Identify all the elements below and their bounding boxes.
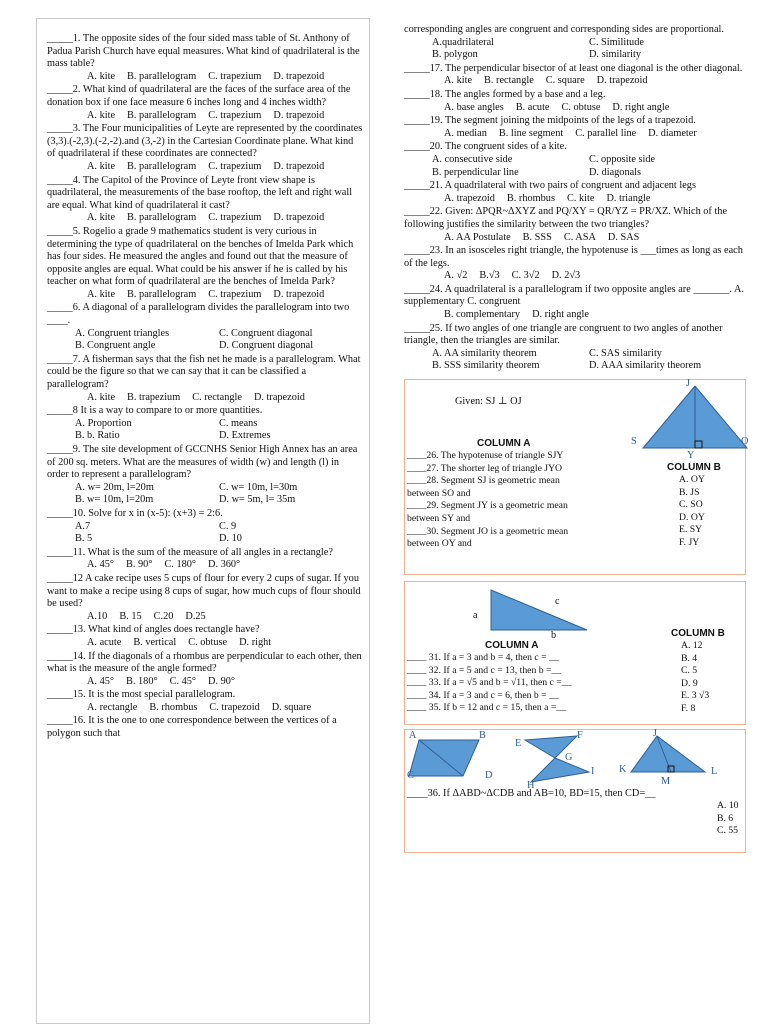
choice: A.7 [75, 520, 91, 532]
question-item [47, 354, 363, 404]
choice: A. consecutive side [432, 153, 513, 165]
choice: D. w= 5m, l= 35m [219, 494, 296, 506]
figure-label: M [661, 776, 671, 788]
column-b-answer: E. 3 √3 [681, 690, 710, 702]
right-questions [404, 24, 746, 373]
question-item [404, 141, 746, 179]
column-a-item: ____28. Segment SJ is geometric mean between SO and [407, 475, 560, 499]
choice: B. rectangle [484, 75, 534, 87]
question-text: _____20. The congruent sides of a kite. [404, 141, 567, 153]
answer-choice: C. 55 [717, 825, 738, 837]
choice: D. trapezoid [596, 75, 648, 87]
choice-row [404, 193, 746, 206]
choice-row [404, 128, 746, 141]
choice: A. kite [87, 160, 116, 172]
question-item [47, 508, 363, 546]
question-text: _____3. The Four municipalities of Leyte are represented by the coordinates (3,3).(-2,3).(-2,-2).and (3,-2) in the Cartesian Coordinate plane. What kind of quadrilateral if these coordinates are connected? [47, 123, 363, 160]
question-text: _____13. What kind of angles does rectangle have? [47, 624, 260, 636]
choice: C. trapezium [208, 288, 262, 300]
question-item [47, 405, 363, 443]
choice: A. median [444, 127, 487, 139]
choice: D. 90° [208, 675, 236, 687]
choice: C.20 [153, 610, 174, 622]
column-b-answer: E. SY [679, 524, 703, 536]
answer-choice: A. 10 [717, 800, 739, 812]
column-a-item: ____ 32. If a = 5 and c = 13, then b =__ [407, 664, 562, 676]
given-statement: Given: SJ ⊥ OJ [455, 396, 522, 408]
choice-row [47, 676, 363, 689]
choice-row [47, 212, 363, 225]
question-text: _____17. The perpendicular bisector of at least one diagonal is the other diagonal. [404, 62, 743, 74]
choice: C. square [545, 75, 585, 87]
column-a-items-2 [407, 652, 667, 715]
choice: A. kite [444, 75, 473, 87]
figure-box-similar [404, 729, 746, 853]
choice: D. right angle [612, 101, 670, 113]
choice-row [47, 611, 363, 624]
choice: D. 10 [219, 533, 242, 545]
column-b-answer: C. 5 [681, 665, 698, 677]
column-a-header: COLUMN A [477, 438, 531, 450]
choice: D. trapezoid [273, 160, 325, 172]
choice: B. 180° [126, 675, 158, 687]
question-text: _____21. A quadrilateral with two pairs of congruent and adjacent legs [404, 180, 696, 192]
choice: C. trapezium [208, 160, 262, 172]
choice: C. opposite side [589, 153, 656, 165]
question-text: _____4. The Capitol of the Province of Leyte front view shape is quadrilateral, the measurements of the base rooftop, the left and right wall are equal. What kind of quadrilateral it cast? [47, 174, 353, 211]
choice: B. 90° [126, 559, 153, 571]
figure-label: A [409, 730, 417, 742]
choice: D. trapezoid [273, 212, 325, 224]
question-text: _____14. If the diagonals of a rhombus are perpendicular to each other, then what is the measure of the angle formed? [47, 650, 362, 675]
column-a-header-2: COLUMN A [485, 640, 539, 652]
figure-label: C [407, 770, 414, 782]
column-b-answers-2 [681, 640, 709, 716]
left-column [36, 18, 370, 1024]
question-item [47, 624, 363, 649]
choice: A.10 [87, 610, 108, 622]
question-text: _____15. It is the most special parallelogram. [47, 689, 236, 701]
choice: D.25 [185, 610, 206, 622]
choice: B. acute [515, 101, 550, 113]
choice: C. 9 [219, 520, 237, 532]
choice-row [404, 270, 746, 283]
choice: D. trapezoid [273, 288, 325, 300]
choice: D. trapezoid [273, 109, 325, 121]
question-item [47, 84, 363, 122]
choice: D. trapezoid [253, 391, 305, 403]
question-text: _____5. Rogelio a grade 9 mathematics student is very curious in determining the type of quadrilateral on the benches of Imelda Park which has four sides. He measured the angles and found out that the measure of opposite angles are equal. What could be his answer if he is called by his teacher on what form of quadrilateral are the benches of Imelda Park? [47, 225, 354, 288]
figure-label: H [527, 780, 535, 792]
question-item [47, 175, 363, 225]
choice-row [404, 232, 746, 245]
question-36-answers [717, 800, 739, 838]
choice: A.quadrilateral [432, 36, 495, 48]
right-column [400, 24, 750, 1030]
question-text: _____16. It is the one to one correspondence between the vertices of a polygon such that [47, 715, 337, 740]
choice: C. trapezoid [209, 701, 260, 713]
choice: A. trapezoid [444, 192, 495, 204]
choice: D. right [239, 636, 272, 648]
question-item [47, 123, 363, 173]
question-item [404, 180, 746, 205]
choice-grid [404, 348, 746, 373]
choice: B. SSS [522, 231, 552, 243]
choice: B. b. Ratio [75, 430, 120, 442]
answer-choice: B. 6 [717, 812, 734, 824]
question-item [47, 547, 363, 572]
choice: A. kite [87, 109, 116, 121]
figure-label: L [711, 766, 718, 778]
label-c: c [555, 596, 560, 608]
question-item [404, 115, 746, 140]
question-item [404, 284, 746, 322]
question-item [404, 89, 746, 114]
choice-grid [47, 482, 363, 507]
question-text: _____2. What kind of quadrilateral are the faces of the surface area of the donation box if one face measure 6 inches long and 4 inches width? [47, 84, 351, 108]
choice: B. complementary [444, 309, 521, 321]
column-a-item: ____ 33. If a = √5 and b = √11, then c =__ [407, 677, 572, 689]
choice: B. perpendicular line [432, 166, 519, 178]
question-item [404, 63, 746, 88]
question-text: _____6. A diagonal of a parallelogram divides the parallelogram into two ____. [47, 302, 350, 327]
question-text: _____11. What is the sum of the measure of all angles in a rectangle? [47, 546, 333, 558]
choice: A. AA Postulate [444, 231, 511, 243]
choice: D. 360° [208, 559, 241, 571]
choice: A. rectangle [87, 701, 138, 713]
choice: C. trapezium [208, 212, 262, 224]
choice: D. Congruent diagonal [219, 340, 314, 352]
choice: C. trapezium [208, 109, 262, 121]
question-item [404, 323, 746, 373]
figure-label: D [485, 770, 493, 782]
column-b-answer: C. SO [679, 499, 703, 511]
choice: C. 45° [169, 675, 197, 687]
question-item [47, 302, 363, 352]
choice-grid [47, 418, 363, 443]
choice: A. base angles [444, 101, 504, 113]
choice: D. SAS [607, 231, 640, 243]
right-triangle-abc-figure [483, 586, 593, 634]
choice: C. rectangle [192, 391, 242, 403]
choice: B. w= 10m, l=20m [75, 494, 154, 506]
choice: A. kite [87, 288, 116, 300]
figure-label: B [479, 730, 486, 742]
column-b-answer: F. 8 [681, 703, 696, 714]
choice: A. kite [87, 391, 116, 403]
column-a-items [407, 450, 592, 551]
choice: B. parallelogram [127, 212, 197, 224]
choice: D. square [271, 701, 312, 713]
choice-grid [404, 154, 746, 179]
choice: D. trapezoid [273, 70, 325, 82]
question-text: _____10. Solve for x in (x-5): (x+3) = 2:6. [47, 507, 223, 519]
column-b-answer: D. OY [679, 511, 705, 523]
choice: C. obtuse [561, 101, 601, 113]
choice: C. means [219, 417, 258, 429]
choice: B. 15 [119, 610, 142, 622]
choice-row [47, 161, 363, 174]
choice: C. SAS similarity [589, 347, 662, 359]
question-item [47, 444, 363, 507]
question-item [47, 689, 363, 714]
column-a-item: ____26. The hypotenuse of triangle SJY [407, 450, 564, 462]
question-text: corresponding angles are congruent and corresponding sides are proportional. [404, 24, 724, 35]
choice-row [47, 637, 363, 650]
label-j: J [686, 378, 691, 390]
choice: B. trapezium [127, 391, 181, 403]
question-text: _____7. A fisherman says that the fish net he made is a parallelogram. What could be the figure so that we can say that it can be classified a parallelogram? [47, 353, 361, 391]
question-text: _____9. The site development of GCCNHS Senior High Annex has an area of 200 sq. meters. What are the measures of width (w) and length (l) in order to represent a parallelogram? [47, 444, 358, 481]
choice-row [47, 702, 363, 715]
column-b-answer: D. 9 [681, 677, 698, 689]
column-a-item: ____ 31. If a = 3 and b = 4, then c = __ [407, 652, 559, 664]
question-item [47, 573, 363, 623]
figure-label: K [619, 764, 627, 776]
column-a-item: ____ 34. If a = 3 and c = 6, then b = __ [407, 689, 559, 701]
choice-row [47, 392, 363, 405]
choice-row [47, 289, 363, 302]
choice: B. polygon [432, 49, 478, 61]
column-b-answers [679, 474, 705, 550]
choice-row [47, 71, 363, 84]
choice: A. Congruent triangles [75, 327, 170, 339]
question-text: _____8 It is a way to compare to or more quantities. [47, 405, 263, 417]
choice-row [404, 309, 746, 322]
question-text: _____25. If two angles of one triangle are congruent to two angles of another triangle, then the triangles are similar. [404, 322, 723, 347]
column-a-item: ____ 35. If b = 12 and c = 15, then a =__ [407, 702, 566, 714]
choice: B. 5 [75, 533, 93, 545]
column-b-answer: B. 4 [681, 652, 698, 664]
choice: C. trapezium [208, 70, 262, 82]
triangle-sjo-figure [625, 380, 755, 460]
choice-row [404, 102, 746, 115]
label-s: S [631, 436, 637, 448]
choice: C. ASA [563, 231, 596, 243]
choice: D. AAA similarity theorem [589, 360, 702, 372]
question-item [47, 651, 363, 689]
column-b-answer: A. 12 [681, 640, 703, 652]
choice: C. w= 10m, l=30m [219, 481, 298, 493]
figure-label: J [653, 728, 658, 740]
question-item [47, 33, 363, 83]
column-b-answer: A. OY [679, 474, 705, 486]
question-36: ____36. If ΔABD~ΔCDB and AB=10, BD=15, then CD=__ [407, 788, 656, 800]
choice: C. 180° [164, 559, 197, 571]
choice: B. parallelogram [127, 288, 197, 300]
choice: A. kite [87, 70, 116, 82]
choice: A. 45° [87, 675, 114, 687]
question-item [404, 24, 746, 62]
choice: B. parallelogram [127, 70, 197, 82]
choice-grid [47, 328, 363, 353]
choice: B. rhombus [149, 701, 198, 713]
question-item [404, 206, 746, 244]
column-b-answer: F. JY [679, 537, 700, 548]
choice: C. Congruent diagonal [219, 327, 313, 339]
column-b-header-2: COLUMN B [671, 628, 725, 640]
question-text: _____12 A cake recipe uses 5 cups of flour for every 2 cups of sugar. If you want to make a recipe using 8 cups of sugar, how much cups of flour should be used? [47, 572, 361, 610]
figure-label: G [565, 752, 573, 764]
choice: D. triangle [606, 192, 651, 204]
choice-grid [404, 37, 746, 62]
choice: A. 45° [87, 559, 114, 571]
question-text: _____22. Given: ΔPQR~ΔXYZ and PQ/XY = QR/YZ = PR/XZ. Which of the following justifies the similarity between the two triangles? [404, 206, 728, 230]
question-text: _____24. A quadrilateral is a parallelogram if two opposite angles are _______. A. supplementary C. congruent [404, 283, 745, 308]
choice: D. Extremes [219, 430, 271, 442]
choice-row [47, 110, 363, 123]
choice-row [47, 559, 363, 572]
choice: D. diagonals [589, 166, 642, 178]
choice-row [404, 75, 746, 88]
column-a-item: ____30. Segment JO is a geometric mean between OY and [407, 525, 569, 550]
choice: B. rhombus [506, 192, 555, 204]
choice: B. vertical [133, 636, 177, 648]
choice: D. 2√3 [551, 270, 581, 282]
choice: A. kite [87, 212, 116, 224]
question-item [47, 226, 363, 302]
column-a-item: ____29. Segment JY is a geometric mean between SY and [407, 500, 568, 524]
choice: C. 3√2 [511, 270, 540, 282]
figure-label: I [591, 766, 595, 778]
choice: A. AA similarity theorem [432, 347, 537, 359]
choice: A. acute [87, 636, 122, 648]
column-b-header: COLUMN B [667, 462, 721, 474]
figure-box-sjo [404, 378, 749, 575]
choice: C. kite [566, 192, 595, 204]
choice: B. parallelogram [127, 109, 197, 121]
figure-label: E [515, 738, 522, 750]
choice: A. Proportion [75, 417, 132, 429]
column-b-answer: B. JS [679, 486, 700, 498]
choice: B. line segment [498, 127, 564, 139]
choice: A. √2 [444, 270, 468, 282]
question-text: _____23. In an isosceles right triangle, the hypotenuse is ___times as long as each of the legs. [404, 245, 743, 269]
choice: C. obtuse [188, 636, 228, 648]
choice-grid [47, 521, 363, 546]
choice: D. similarity [589, 49, 642, 61]
choice: B. Congruent angle [75, 340, 156, 352]
choice: B. parallelogram [127, 160, 197, 172]
choice: B. SSS similarity theorem [432, 360, 540, 372]
figure-box-abc [404, 581, 746, 725]
question-text: _____18. The angles formed by a base and a leg. [404, 88, 606, 100]
question-text: _____1. The opposite sides of the four sided mass table of St. Anthony of Padua Parish Church have equal measures. What kind of quadrilateral is the mass table? [47, 33, 360, 70]
column-a-item: ____27. The shorter leg of triangle JYO [407, 462, 563, 474]
choice: C. Similitude [589, 36, 644, 48]
label-o: O [741, 436, 749, 448]
question-text: _____19. The segment joining the midpoints of the legs of a trapezoid. [404, 115, 696, 127]
question-item [47, 715, 363, 740]
figure-label: F [577, 730, 583, 742]
question-item [404, 245, 746, 283]
label-y: Y [687, 450, 695, 462]
choice: D. diameter [648, 127, 697, 139]
choice: B.√3 [479, 270, 500, 282]
label-b: b [551, 630, 557, 642]
choice: C. parallel line [575, 127, 637, 139]
choice: A. w= 20m, l=20m [75, 481, 154, 493]
choice: D. right angle [532, 309, 589, 321]
label-a: a [473, 610, 478, 622]
